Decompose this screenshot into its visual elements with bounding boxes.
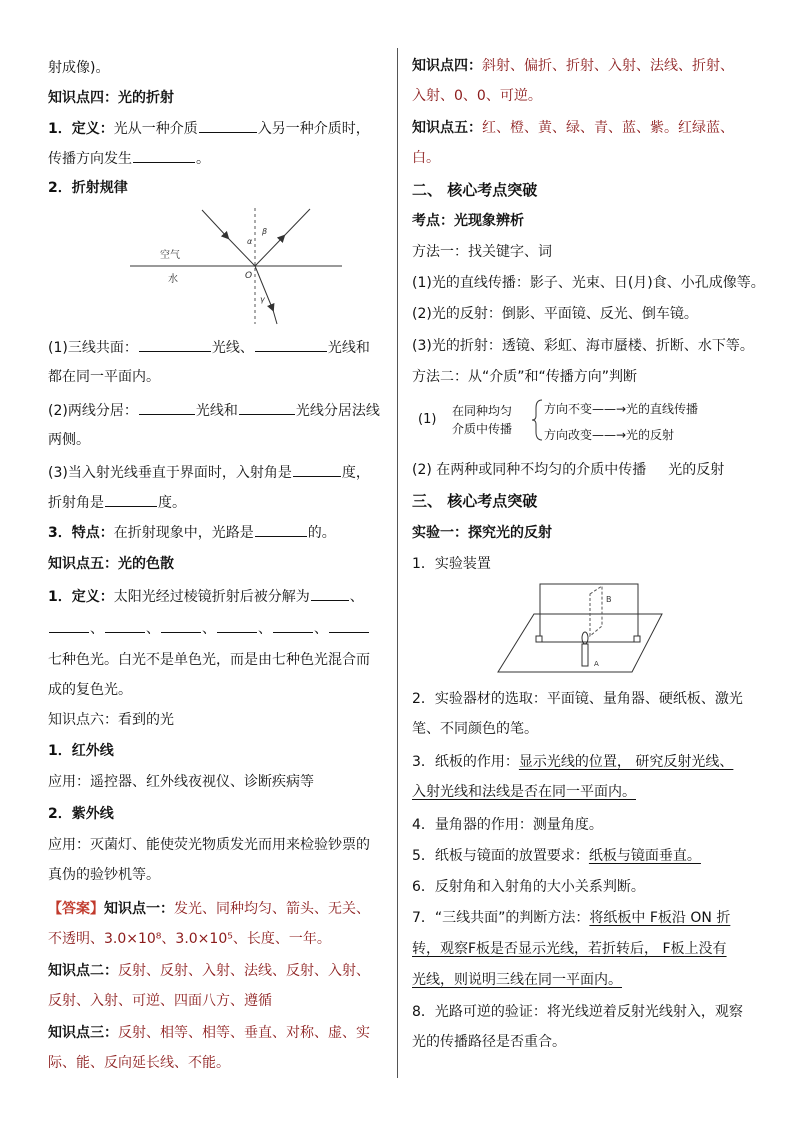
experiment-line: 3．纸板的作用：显示光线的位置， 研究反射光线、 xyxy=(412,754,734,770)
section-heading-3: 三、 核心考点突破 xyxy=(412,492,538,510)
dispersion-line: 1．定义：太阳光经过棱镜折射后被分解为 、 xyxy=(48,586,364,607)
ultraviolet-application: 应用：灭菌灯、能使荧光物质发光而用来检验钞票的 xyxy=(48,837,370,853)
label-a: A xyxy=(594,660,599,668)
blank[interactable] xyxy=(293,462,341,477)
hinge xyxy=(634,636,640,642)
answer-line: 知识点二：反射、反射、入射、法线、反射、入射、 xyxy=(48,963,370,979)
blank[interactable] xyxy=(199,118,257,133)
flow-number: (1) xyxy=(418,412,437,427)
answer-line: 【答案】知识点一：发光、同种均匀、箭头、无关、 xyxy=(48,901,370,917)
method-line: 方法一：找关键字、词 xyxy=(412,244,552,260)
dispersion-line: 、 、 、 、 、 xyxy=(48,618,370,639)
label-o: O xyxy=(245,271,253,281)
experiment-line: 8．光路可逆的验证：将光线逆着反射光线射入，观察 xyxy=(412,1004,743,1020)
definition-line: 传播方向发生 。 xyxy=(48,148,210,169)
dispersion-line: 成的复色光。 xyxy=(48,682,132,698)
experiment-apparatus xyxy=(494,582,670,676)
label-beta: β xyxy=(262,227,268,236)
ultraviolet-application: 真伪的验钞机等。 xyxy=(48,867,160,883)
candle xyxy=(582,644,588,666)
infrared-title: 1．红外线 xyxy=(48,743,114,759)
answer-line: 白。 xyxy=(412,150,440,166)
section-heading-2: 二、 核心考点突破 xyxy=(412,181,538,199)
experiment-line: 6．反射角和入射角的大小关系判断。 xyxy=(412,879,645,895)
experiment-line: 转，观察F板是否显示光线，若折转后， F板上没有 xyxy=(412,941,727,957)
text-line: 射成像)。 xyxy=(48,60,110,76)
answer-line: 知识点四：斜射、偏折、折射、入射、法线、折射、 xyxy=(412,58,734,74)
blank[interactable] xyxy=(255,522,307,537)
blank[interactable] xyxy=(139,337,211,352)
experiment-line: 1．实验装置 xyxy=(412,556,491,572)
reflected-ray xyxy=(255,236,284,266)
blank[interactable] xyxy=(133,148,195,163)
answer-line: 入射、0、0、可逆。 xyxy=(412,88,542,104)
topic-title: 考点：光现象辨析 xyxy=(412,213,524,229)
definition-line: 1．定义：光从一种介质 入另一种介质时， xyxy=(48,118,370,139)
label-b: B xyxy=(606,595,612,604)
method-line: (2)光的反射：倒影、平面镜、反光、倒车镜。 xyxy=(412,306,698,322)
label-air: 空气 xyxy=(160,250,180,261)
blank[interactable] xyxy=(105,492,157,507)
blank[interactable] xyxy=(255,337,327,352)
label-gamma: γ xyxy=(260,295,265,304)
method-line: (2) 在两种或同种不均匀的介质中传播 光的反射 xyxy=(412,462,725,478)
blank[interactable] xyxy=(217,618,257,633)
law-title: 2．折射规律 xyxy=(48,180,128,196)
refraction-diagram xyxy=(130,206,348,328)
answer-line: 反射、入射、可逆、四面八方、遵循 xyxy=(48,993,272,1009)
experiment-line: 入射光线和法线是否在同一平面内。 xyxy=(412,784,636,800)
blank[interactable] xyxy=(49,618,89,633)
column-divider xyxy=(397,48,398,1078)
rule-line: 两侧。 xyxy=(48,432,90,448)
dispersion-line: 七种色光。白光不是单色光，而是由七种色光混合而 xyxy=(48,652,370,668)
blank[interactable] xyxy=(161,618,201,633)
experiment-line: 2．实验器材的选取：平面镜、量角器、硬纸板、激光 xyxy=(412,691,743,707)
experiment-title: 实验一：探究光的反射 xyxy=(412,525,552,541)
section-title-kp5: 知识点五：光的色散 xyxy=(48,556,174,572)
flow-right-1: 方向不变——→光的直线传播 xyxy=(544,402,699,416)
cardboard xyxy=(540,584,638,642)
method-line: 方法二：从“介质”和“传播方向”判断 xyxy=(412,369,638,385)
brace-icon xyxy=(530,398,544,442)
blank[interactable] xyxy=(329,618,369,633)
label-water: 水 xyxy=(168,274,178,285)
answer-line: 际、能、反向延长线、不能。 xyxy=(48,1055,230,1071)
incident-ray xyxy=(202,210,228,238)
mirror-plane xyxy=(498,614,662,672)
rule-line: 都在同一平面内。 xyxy=(48,369,160,385)
ultraviolet-title: 2．紫外线 xyxy=(48,806,114,822)
method-line: (3)光的折射：透镜、彩虹、海市蜃楼、折断、水下等。 xyxy=(412,338,754,354)
method-line: (1)光的直线传播：影子、光束、日(月)食、小孔成像等。 xyxy=(412,275,765,291)
blank[interactable] xyxy=(239,400,295,415)
rule-line: (2)两线分居： 光线和 光线分居法线 xyxy=(48,400,380,421)
answer-line: 知识点五：红、橙、黄、绿、青、蓝、紫。红绿蓝、 xyxy=(412,120,734,136)
refracted-ray xyxy=(273,310,277,324)
experiment-line: 5．纸板与镜面的放置要求：纸板与镜面垂直。 xyxy=(412,848,701,864)
experiment-line: 光线，则说明三线在同一平面内。 xyxy=(412,972,622,988)
blank[interactable] xyxy=(105,618,145,633)
rule-line: (3)当入射光线垂直于界面时，入射角是 度， xyxy=(48,462,370,483)
blank[interactable] xyxy=(273,618,313,633)
infrared-application: 应用：遥控器、红外线夜视仪、诊断疾病等 xyxy=(48,774,314,790)
answer-line: 不透明、3.0×10⁸、3.0×10⁵、长度、一年。 xyxy=(48,931,331,947)
folded-board xyxy=(590,586,602,636)
rule-line: 折射角是 度。 xyxy=(48,492,186,513)
hinge xyxy=(536,636,542,642)
blank[interactable] xyxy=(139,400,195,415)
label-alpha: α xyxy=(247,237,253,246)
reflected-ray xyxy=(284,209,310,236)
flow-left-1: 在同种均匀 xyxy=(452,404,513,418)
flow-diagram xyxy=(412,396,742,446)
blank[interactable] xyxy=(311,586,349,601)
answer-line: 知识点三：反射、相等、相等、垂直、对称、虚、实 xyxy=(48,1025,370,1041)
section-title-kp6: 知识点六：看到的光 xyxy=(48,712,174,728)
rule-line: (1)三线共面： 光线、 光线和 xyxy=(48,337,370,358)
experiment-line: 4．量角器的作用：测量角度。 xyxy=(412,817,603,833)
experiment-line: 光的传播路径是否重合。 xyxy=(412,1034,566,1050)
section-title-kp4: 知识点四：光的折射 xyxy=(48,90,174,106)
experiment-line: 7．“三线共面”的判断方法：将纸板中 F板沿 ON 折 xyxy=(412,910,731,926)
flow-right-2: 方向改变——→光的反射 xyxy=(544,428,675,442)
experiment-line: 笔、不同颜色的笔。 xyxy=(412,721,538,737)
flow-left-2: 介质中传播 xyxy=(452,422,513,436)
feature-line: 3．特点：在折射现象中，光路是 的。 xyxy=(48,522,336,543)
